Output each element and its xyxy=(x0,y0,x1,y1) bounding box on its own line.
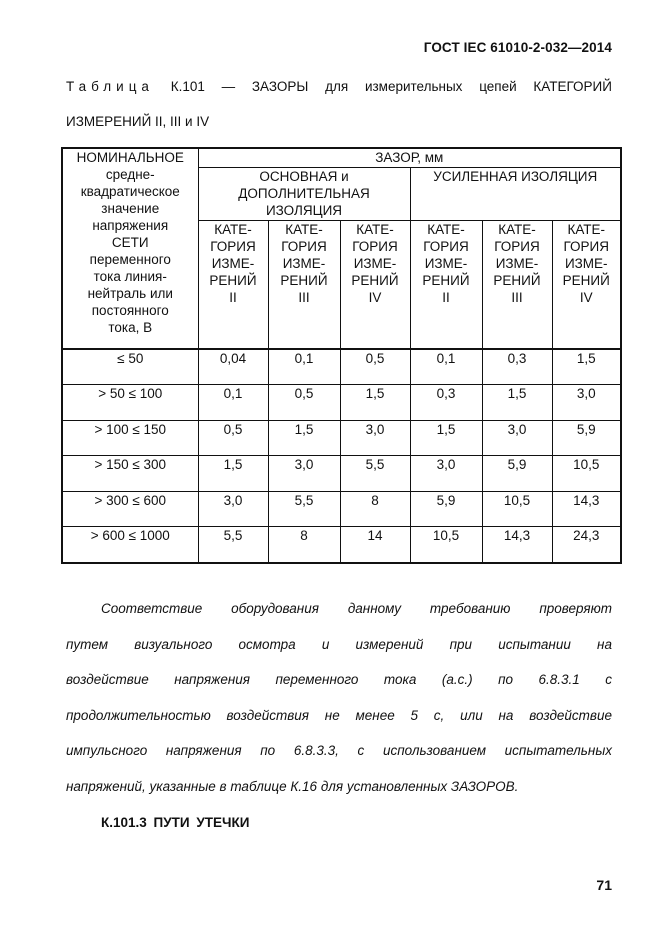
clearance-value-cell: 0,3 xyxy=(410,385,482,421)
section-heading xyxy=(101,815,249,830)
nominal-header-line: СЕТИ xyxy=(111,235,149,250)
category-line: РЕНИЙ xyxy=(280,273,328,289)
document-id: ГОСТ IEC 61010-2-032—2014 xyxy=(423,40,612,55)
clearance-value-cell: 0,5 xyxy=(340,349,410,385)
nominal-header-line: напряжения xyxy=(92,218,169,233)
category-header xyxy=(410,221,482,349)
category-line: II xyxy=(229,290,237,306)
clearance-value-cell: 8 xyxy=(340,491,410,527)
category-line: ИЗМЕ- xyxy=(495,256,539,272)
category-line: КАТЕ- xyxy=(427,222,465,238)
caption-dash: — xyxy=(221,79,236,94)
category-line: II xyxy=(442,290,450,306)
category-line: РЕНИЙ xyxy=(562,273,610,289)
basic-header-line: ОСНОВНАЯ и xyxy=(259,169,349,185)
category-line: IV xyxy=(579,290,593,306)
category-line: ИЗМЕ- xyxy=(564,256,608,272)
clearance-value-cell: 1,5 xyxy=(268,420,340,456)
category-line: ИЗМЕ- xyxy=(282,256,326,272)
clearance-value-cell: 5,5 xyxy=(340,456,410,492)
section-number: К.101.3 xyxy=(101,815,147,830)
clearance-value-cell: 0,1 xyxy=(410,349,482,385)
clearance-value-cell: 3,0 xyxy=(340,420,410,456)
category-line: РЕНИЙ xyxy=(351,273,399,289)
nominal-header-line: средне- xyxy=(105,167,155,182)
caption-word: цепей xyxy=(479,79,517,94)
table-row xyxy=(62,527,621,563)
voltage-cell: > 100 ≤ 150 xyxy=(62,420,198,456)
clearance-header: ЗАЗОР, мм xyxy=(198,148,621,168)
table-row xyxy=(62,456,621,492)
compliance-paragraph xyxy=(66,591,612,804)
clearance-value-cell: 3,0 xyxy=(482,420,552,456)
clearance-value-cell: 0,5 xyxy=(268,385,340,421)
category-line: ГОРИЯ xyxy=(210,239,256,255)
nominal-header-line: значение xyxy=(101,201,160,216)
category-line: ИЗМЕ- xyxy=(353,256,397,272)
clearance-value-cell: 3,0 xyxy=(268,456,340,492)
clearance-table xyxy=(61,147,622,564)
caption-label: Таблица xyxy=(66,79,154,94)
paragraph-line: импульсного напряжения по 6.8.3.3, с использованием испытательных xyxy=(66,743,612,758)
category-header xyxy=(552,221,621,349)
category-line: ГОРИЯ xyxy=(563,239,610,255)
caption-word: для xyxy=(325,79,349,94)
basic-insulation-header xyxy=(198,168,410,221)
voltage-cell: > 50 ≤ 100 xyxy=(62,385,198,421)
category-line: ИЗМЕ- xyxy=(424,256,468,272)
caption-number: К.101 xyxy=(170,79,205,94)
clearance-value-cell: 5,9 xyxy=(552,420,621,456)
clearance-value-cell: 3,0 xyxy=(198,491,268,527)
category-line: ГОРИЯ xyxy=(281,239,327,255)
clearance-value-cell: 5,5 xyxy=(198,527,268,563)
table-row xyxy=(62,491,621,527)
category-line: ГОРИЯ xyxy=(352,239,398,255)
table-row xyxy=(62,349,621,385)
clearance-value-cell: 5,9 xyxy=(482,456,552,492)
nominal-header-line: квадратическое xyxy=(80,184,180,199)
clearance-value-cell: 0,1 xyxy=(268,349,340,385)
caption-word: КАТЕГОРИЙ xyxy=(533,79,612,94)
section-title: ПУТИ УТЕЧКИ xyxy=(153,815,250,830)
clearance-value-cell: 24,3 xyxy=(552,527,621,563)
clearance-value-cell: 1,5 xyxy=(340,385,410,421)
nominal-header-line: НОМИНАЛЬНОЕ xyxy=(76,150,184,165)
basic-header-line: ДОПОЛНИТЕЛЬНАЯ xyxy=(238,186,370,202)
category-header xyxy=(482,221,552,349)
category-line: ГОРИЯ xyxy=(494,239,540,255)
category-line: РЕНИЙ xyxy=(209,273,257,289)
caption-word: ЗАЗОРЫ xyxy=(251,79,309,94)
category-line: III xyxy=(298,290,310,306)
category-line: КАТЕ- xyxy=(214,222,252,238)
clearance-value-cell: 10,5 xyxy=(410,527,482,563)
nominal-header-line: постоянного xyxy=(91,303,169,318)
clearance-value-cell: 0,3 xyxy=(482,349,552,385)
caption-word: измерительных xyxy=(364,79,463,94)
category-line: КАТЕ- xyxy=(285,222,323,238)
clearance-value-cell: 3,0 xyxy=(552,385,621,421)
category-line: IV xyxy=(368,290,382,306)
voltage-cell: > 150 ≤ 300 xyxy=(62,456,198,492)
category-line: ГОРИЯ xyxy=(423,239,469,255)
paragraph-line: напряжений, указанные в таблице К.16 для установленных ЗАЗОРОВ. xyxy=(66,778,519,794)
voltage-cell: > 300 ≤ 600 xyxy=(62,491,198,527)
clearance-value-cell: 14,3 xyxy=(552,491,621,527)
category-line: III xyxy=(511,290,523,306)
nominal-voltage-header xyxy=(62,148,198,349)
clearance-value-cell: 3,0 xyxy=(410,456,482,492)
table-caption xyxy=(66,79,612,94)
paragraph-line: воздействие напряжения переменного тока (a.c.) по 6.8.3.1 с xyxy=(66,672,612,687)
category-line: КАТЕ- xyxy=(356,222,394,238)
category-line: КАТЕ- xyxy=(498,222,536,238)
basic-header-line: ИЗОЛЯЦИЯ xyxy=(265,203,343,219)
category-header xyxy=(268,221,340,349)
table-caption-line2: ИЗМЕРЕНИЙ II, III и IV xyxy=(66,114,210,129)
clearance-value-cell: 0,04 xyxy=(198,349,268,385)
table-row xyxy=(62,385,621,421)
page-number: 71 xyxy=(596,877,612,893)
nominal-header-line: нейтраль или xyxy=(87,286,173,301)
clearance-value-cell: 10,5 xyxy=(482,491,552,527)
nominal-header-line: тока линия- xyxy=(93,269,167,284)
clearance-value-cell: 10,5 xyxy=(552,456,621,492)
clearance-value-cell: 5,9 xyxy=(410,491,482,527)
category-line: РЕНИЙ xyxy=(422,273,470,289)
category-line: ИЗМЕ- xyxy=(211,256,255,272)
clearance-value-cell: 5,5 xyxy=(268,491,340,527)
clearance-value-cell: 8 xyxy=(268,527,340,563)
reinforced-insulation-header: УСИЛЕННАЯ ИЗОЛЯЦИЯ xyxy=(410,168,621,221)
clearance-value-cell: 14 xyxy=(340,527,410,563)
clearance-value-cell: 0,1 xyxy=(198,385,268,421)
clearance-value-cell: 14,3 xyxy=(482,527,552,563)
paragraph-line: Соответствие оборудования данному требованию проверяют xyxy=(101,601,612,616)
paragraph-line: путем визуального осмотра и измерений при испытании на xyxy=(66,636,612,652)
clearance-value-cell: 1,5 xyxy=(482,385,552,421)
clearance-value-cell: 1,5 xyxy=(198,456,268,492)
nominal-header-line: переменного xyxy=(89,252,171,267)
clearance-value-cell: 1,5 xyxy=(552,349,621,385)
clearance-value-cell: 0,5 xyxy=(198,420,268,456)
table-row xyxy=(62,420,621,456)
nominal-header-line: тока, В xyxy=(108,320,153,335)
clearance-value-cell: 1,5 xyxy=(410,420,482,456)
category-header xyxy=(340,221,410,349)
category-line: КАТЕ- xyxy=(567,222,606,238)
paragraph-line: продолжительностью воздействия не менее 5 с, или на воздействие xyxy=(66,707,612,723)
voltage-cell: > 600 ≤ 1000 xyxy=(62,527,198,563)
category-header xyxy=(198,221,268,349)
category-line: РЕНИЙ xyxy=(493,273,541,289)
voltage-cell: ≤ 50 xyxy=(62,349,198,385)
